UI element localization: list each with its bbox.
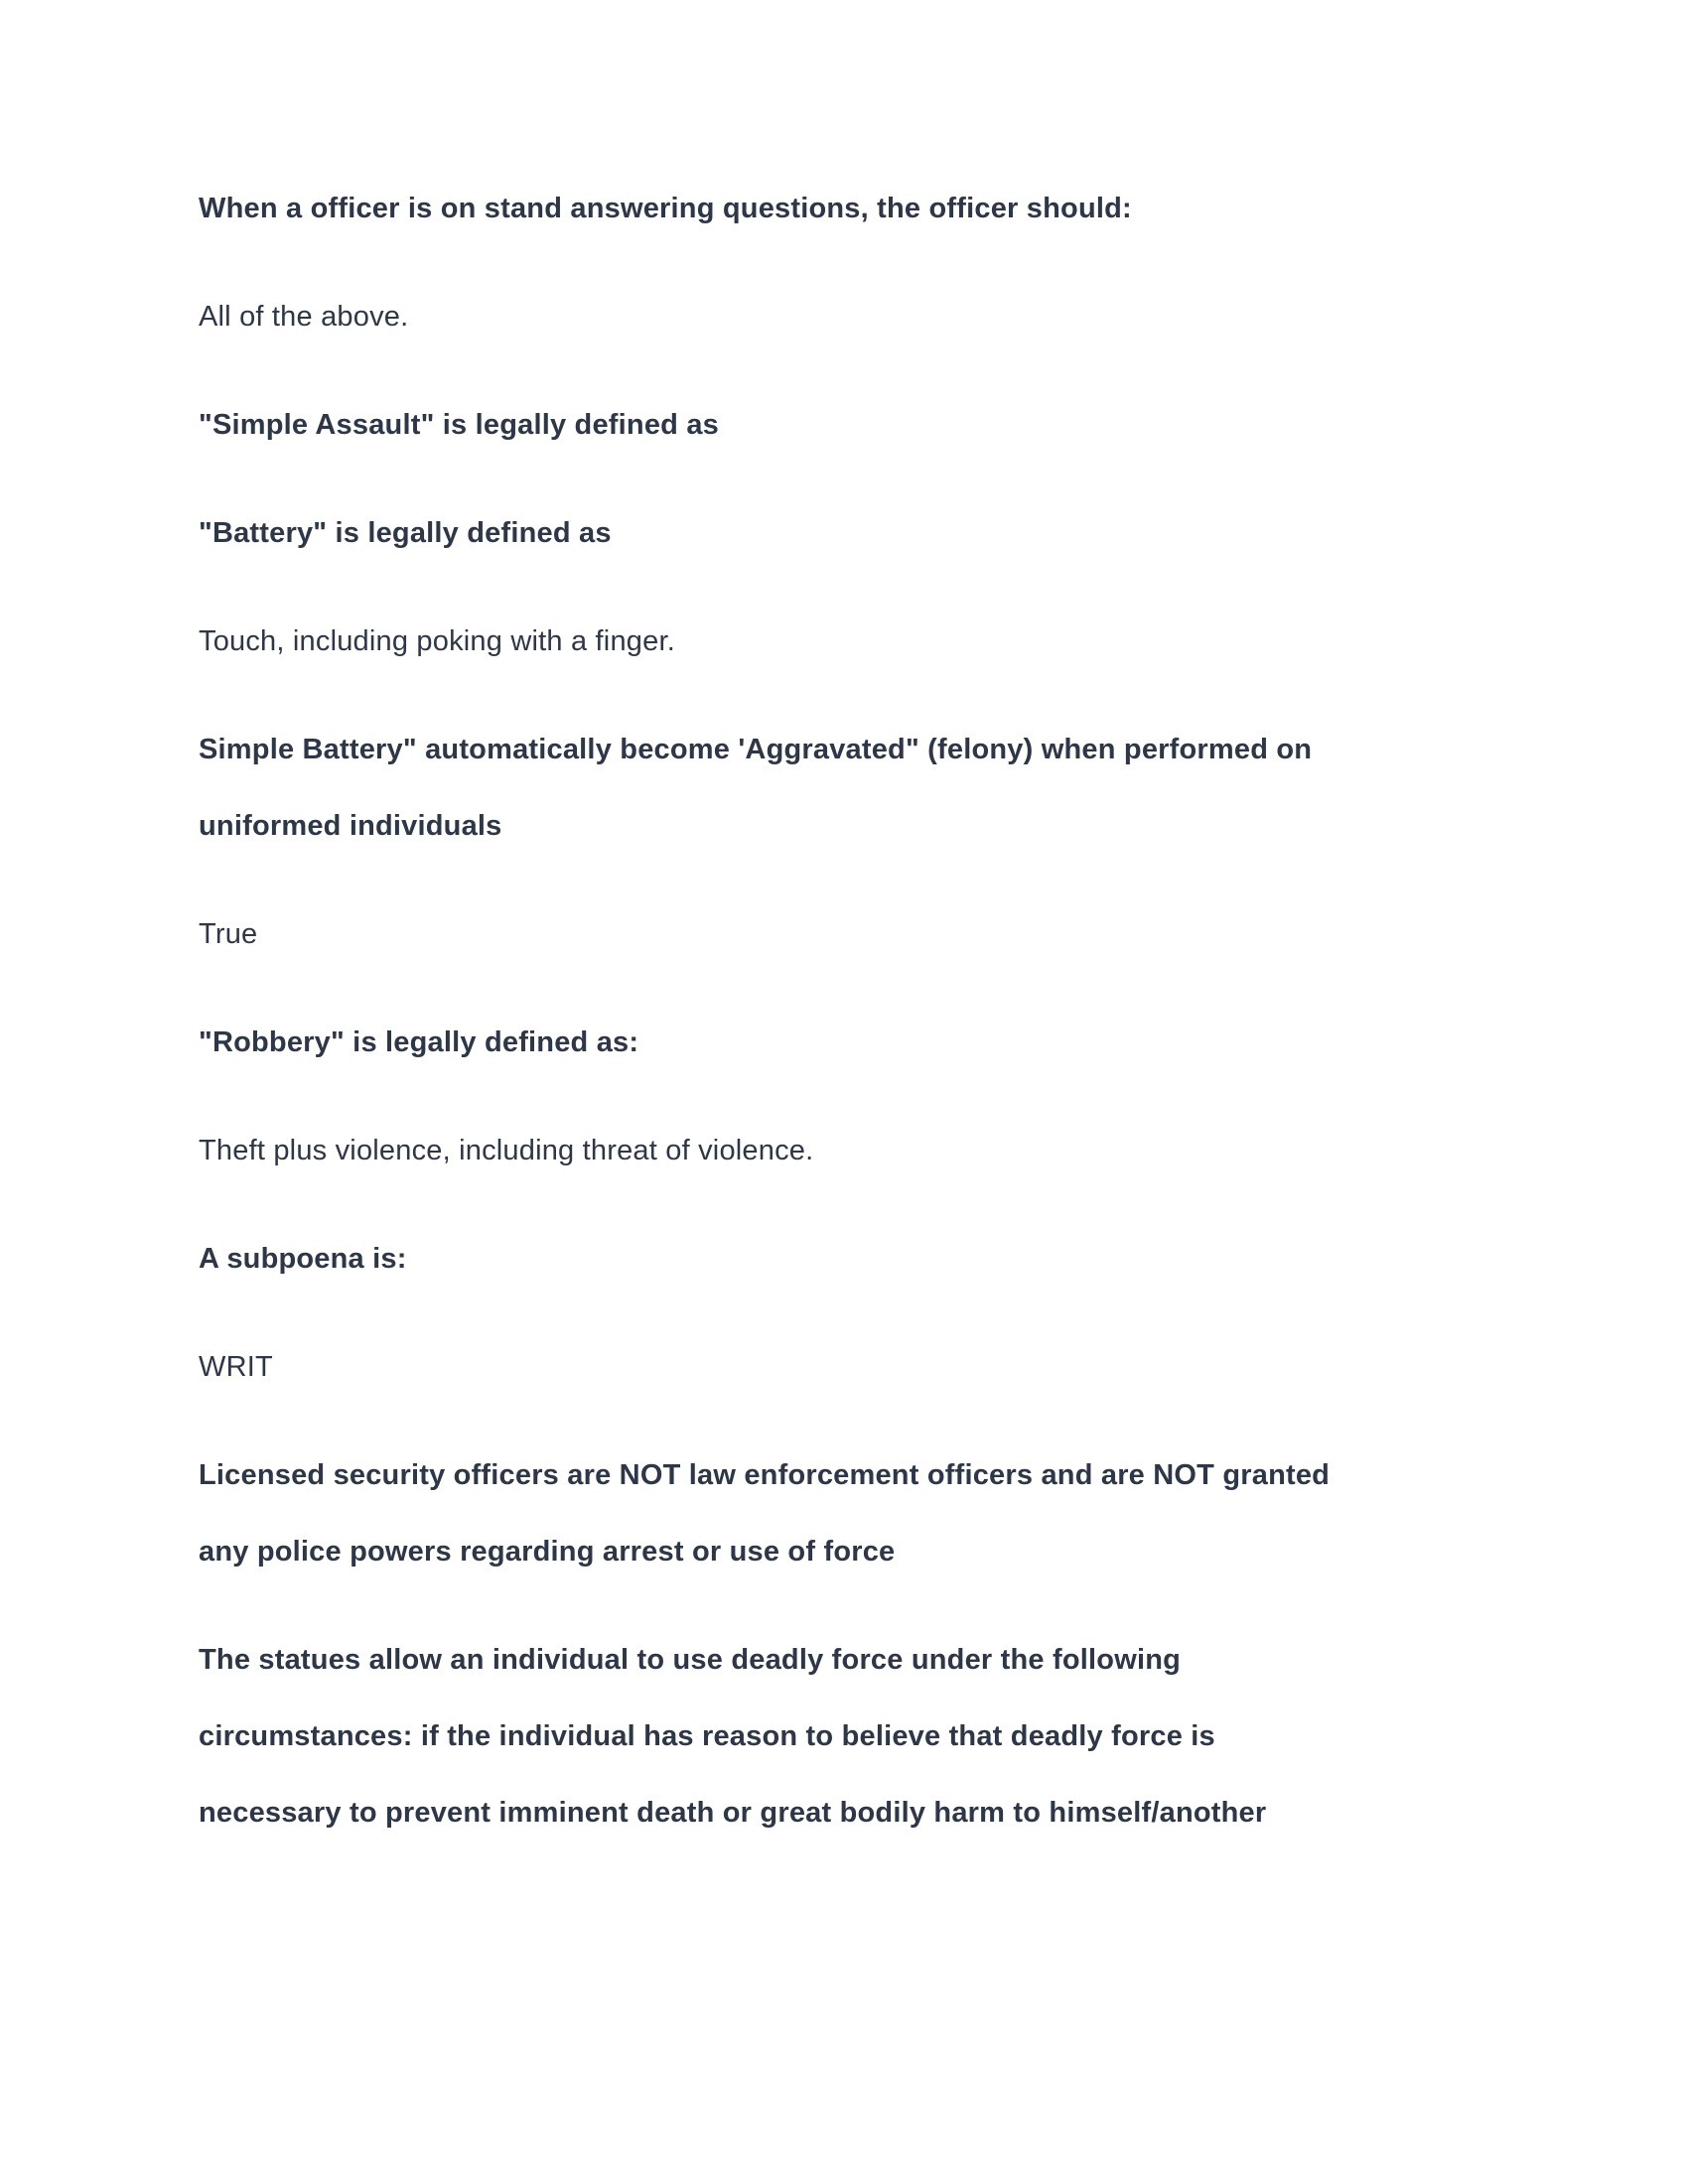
paragraph [199,1622,1499,1851]
paragraph [199,495,1499,572]
text-line: All of the above. [199,301,409,333]
paragraph [199,1221,1499,1297]
text-line: Touch, including poking with a finger. [199,625,675,657]
text-line: "Simple Assault" is legally defined as [199,409,719,441]
paragraph [199,896,1499,973]
text-line: A subpoena is: [199,1243,407,1275]
text-line: "Robbery" is legally defined as: [199,1026,639,1058]
text-line: any police powers regarding arrest or use of force [199,1536,896,1568]
text-line: "Battery" is legally defined as [199,517,612,549]
paragraph [199,1005,1499,1081]
document-content [199,171,1499,1883]
text-line: circumstances: if the individual has reason to believe that deadly force is [199,1720,1215,1752]
paragraph [199,1437,1499,1590]
text-line: necessary to prevent imminent death or great bodily harm to himself/another [199,1797,1267,1829]
paragraph [199,171,1499,247]
text-line: True [199,918,258,950]
paragraph [199,1113,1499,1189]
paragraph [199,1329,1499,1406]
paragraph [199,712,1499,865]
paragraph [199,604,1499,680]
text-line: The statues allow an individual to use deadly force under the following [199,1644,1182,1676]
text-line: Simple Battery" automatically become 'Aggravated" (felony) when performed on [199,734,1313,765]
paragraph [199,387,1499,464]
text-line: Theft plus violence, including threat of violence. [199,1135,814,1166]
text-line: When a officer is on stand answering questions, the officer should: [199,193,1132,224]
text-line: WRIT [199,1351,273,1383]
text-line: uniformed individuals [199,810,502,842]
text-line: Licensed security officers are NOT law enforcement officers and are NOT granted [199,1459,1331,1491]
paragraph [199,279,1499,355]
